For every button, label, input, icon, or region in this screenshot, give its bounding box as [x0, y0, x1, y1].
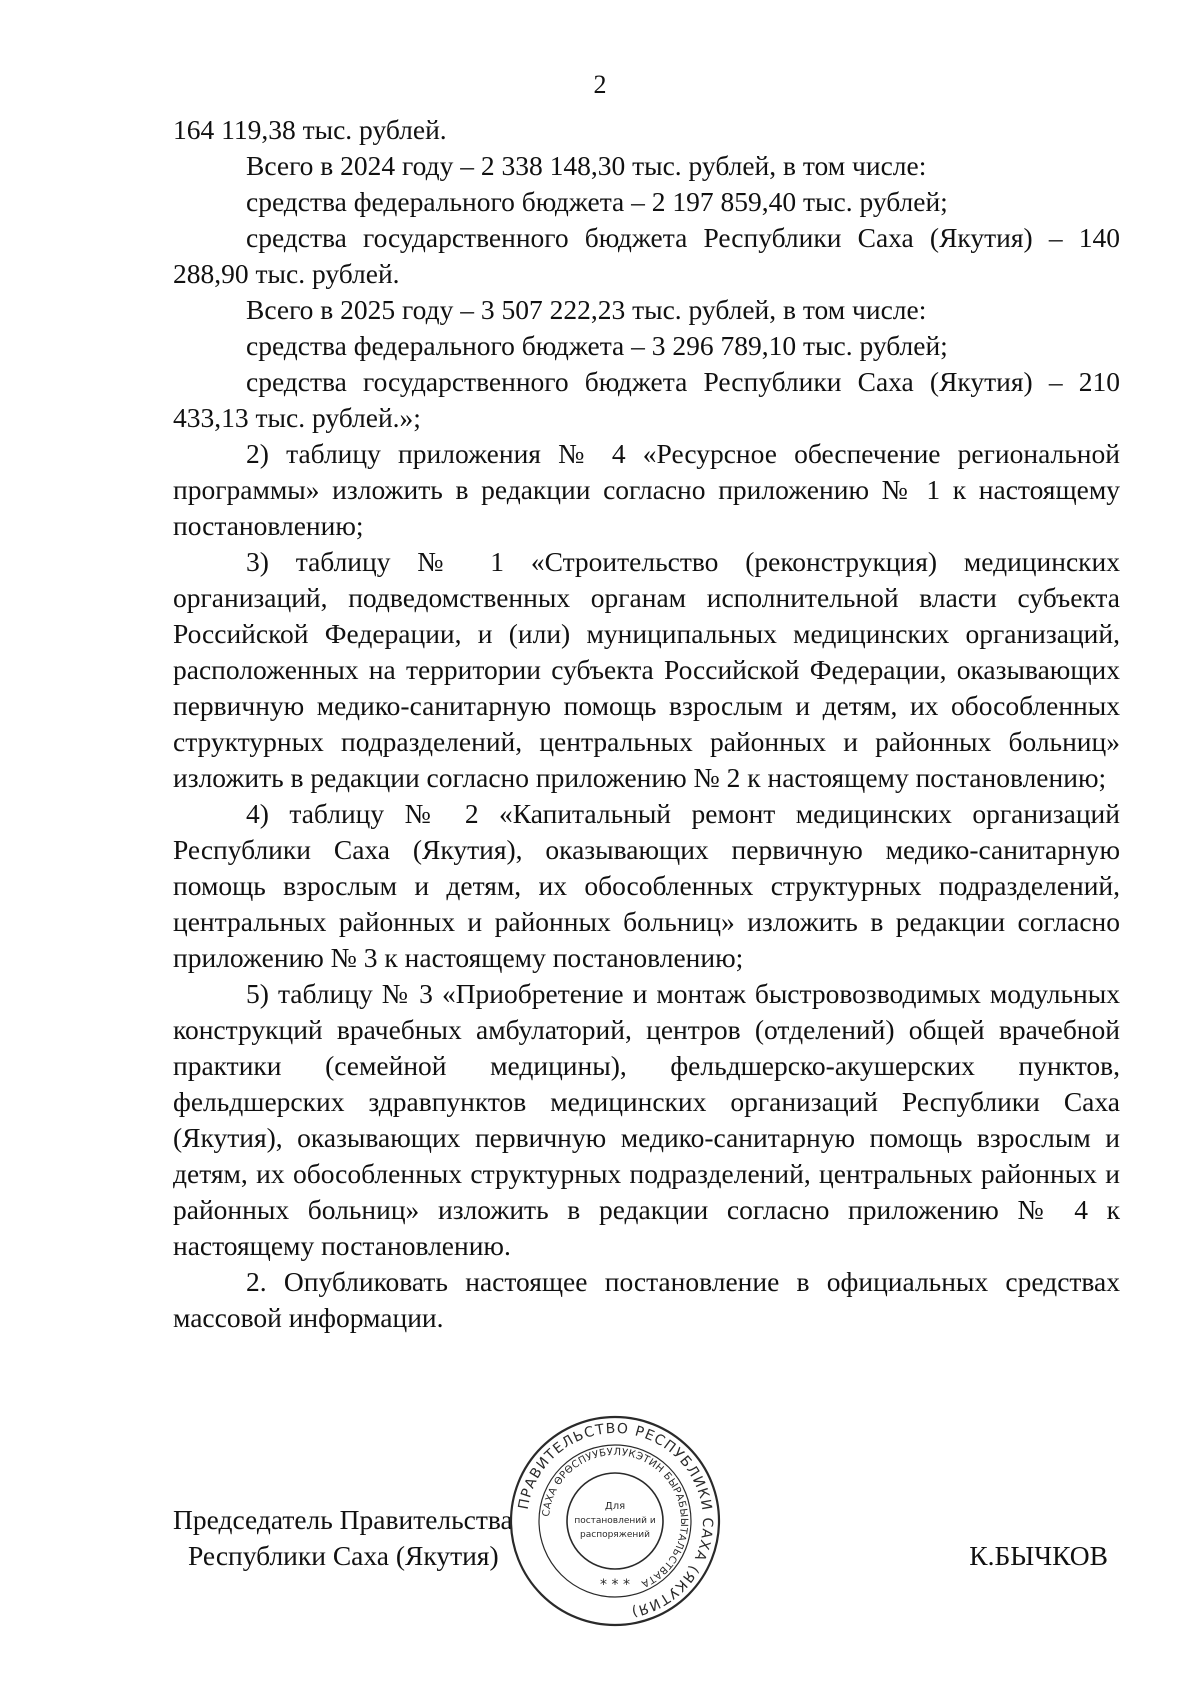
page-number: 2: [593, 70, 607, 99]
paragraph: средства федерального бюджета – 2 197 859,40 тыс. рублей;: [246, 186, 948, 217]
paragraph: 4) таблицу № 2 «Капитальный ремонт медицинских организаций Республики Саха (Якутия), оказывающих первичную медико-санитарную помощь взрослым и детям, их обособленных структурных подразделений, центральных районных и районных больниц» изложить в редакции согласно приложению № 3 к настоящему постановлению;: [173, 798, 1120, 973]
signature-title: [173, 1502, 513, 1574]
official-seal: [508, 1414, 722, 1628]
paragraph: Всего в 2025 году – 3 507 222,23 тыс. рублей, в том числе:: [246, 294, 927, 325]
document-body: [173, 112, 1120, 1336]
seal-stars: * * *: [600, 1577, 630, 1593]
paragraph: Всего в 2024 году – 2 338 148,30 тыс. рублей, в том числе:: [246, 150, 927, 181]
seal-center-line2: постановлений и: [574, 1516, 656, 1526]
signature-title-line2: Республики Саха (Якутия): [188, 1540, 499, 1571]
paragraph: 5) таблицу № 3 «Приобретение и монтаж быстровозводимых модульных конструкций врачебных амбулаторий, центров (отделений) общей врачебной практики (семейной медицины), фельдшерско-акушерских пунктов, фельдшерских здравпунктов медицинских организаций Республики Саха (Якутия), оказывающих первичную медико-санитарную помощь взрослым и детям, их обособленных структурных подразделений, центральных районных и районных больниц» изложить в редакции согласно приложению № 4 к настоящему постановлению.: [173, 978, 1120, 1261]
seal-center-line1: Для: [604, 1501, 626, 1512]
paragraph: средства федерального бюджета – 3 296 789,10 тыс. рублей;: [246, 330, 948, 361]
paragraph: 2. Опубликовать настоящее постановление в официальных средствах массовой информации.: [173, 1266, 1120, 1333]
seal-inner-text: САХА ӨРӨСПУУБУЛУКЭТИН БЫРАБЫЫТАЛЬСТВАТА: [541, 1446, 690, 1590]
paragraph: 3) таблицу № 1 «Строительство (реконструкция) медицинских организаций, подведомственных органам исполнительной власти субъекта Российской Федерации, и (или) муниципальных медицинских организаций, расположенных на территории субъекта Российской Федерации, оказывающих первичную медико-санитарную помощь взрослым и детям, их обособленных структурных подразделений, центральных районных и районных больниц» изложить в редакции согласно приложению № 2 к настоящему постановлению;: [173, 546, 1120, 793]
signature-name: К.БЫЧКОВ: [969, 1540, 1108, 1571]
seal-outer-text: ПРАВИТЕЛЬСТВО РЕСПУБЛИКИ САХА (ЯКУТИЯ): [515, 1420, 716, 1620]
paragraph: 164 119,38 тыс. рублей.: [173, 114, 447, 145]
paragraph: 2) таблицу приложения № 4 «Ресурсное обеспечение региональной программы» изложить в редакции согласно приложению № 1 к настоящему постановлению;: [173, 438, 1120, 541]
paragraph: средства государственного бюджета Республики Саха (Якутия) – 140 288,90 тыс. рублей.: [173, 222, 1120, 289]
seal-center-line3: распоряжений: [580, 1530, 650, 1540]
paragraph: средства государственного бюджета Республики Саха (Якутия) – 210 433,13 тыс. рублей.»;: [173, 366, 1120, 433]
signature-title-line1: Председатель Правительства: [173, 1504, 513, 1535]
